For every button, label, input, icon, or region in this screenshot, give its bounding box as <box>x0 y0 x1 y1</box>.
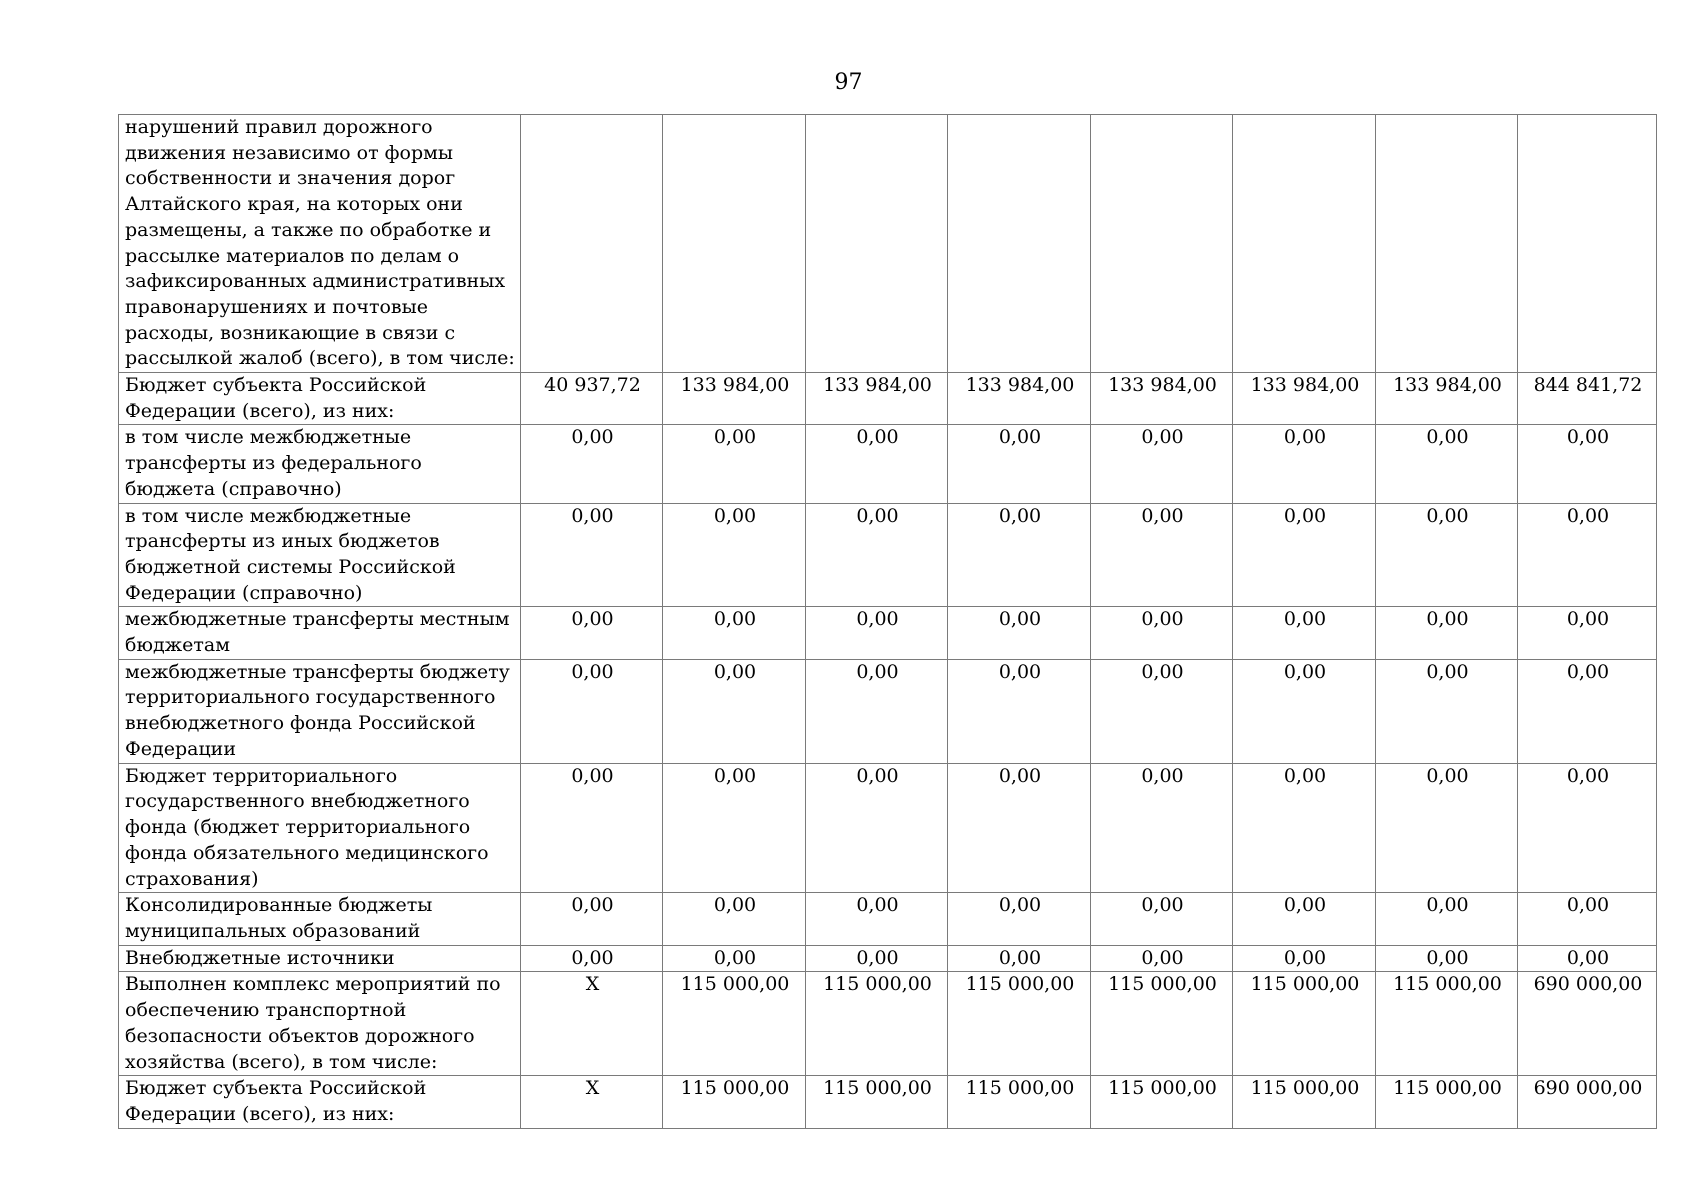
cell-value: 0,00 <box>1233 607 1376 659</box>
cell-value: 0,00 <box>806 425 948 503</box>
cell-value: 0,00 <box>948 607 1091 659</box>
cell-value: 0,00 <box>1233 425 1376 503</box>
cell-value: 0,00 <box>948 893 1091 945</box>
cell-value: 0,00 <box>521 945 663 972</box>
table-row <box>119 659 1657 763</box>
row-label: нарушений правил дорожного движения независимо от формы собственности и значения дорог Алтайского края, на которых они размещены, а также по обработке и рассылке материалов по делам о зафиксированных административных правонарушениях и почтовые расходы, возникающие в связи с рассылкой жалоб (всего), в том числе: <box>119 115 521 373</box>
cell-value: 0,00 <box>1091 607 1233 659</box>
cell-value: 0,00 <box>1091 893 1233 945</box>
cell-value: 0,00 <box>1091 763 1233 893</box>
cell-value: X <box>521 1076 663 1128</box>
cell-value <box>521 115 663 373</box>
table-row <box>119 893 1657 945</box>
table-row <box>119 945 1657 972</box>
cell-value: 0,00 <box>1376 763 1518 893</box>
cell-value: 0,00 <box>1518 607 1657 659</box>
cell-value: 0,00 <box>663 659 806 763</box>
cell-value: 0,00 <box>948 945 1091 972</box>
cell-value: 0,00 <box>1376 893 1518 945</box>
table-row <box>119 503 1657 607</box>
row-label: Бюджет субъекта Российской Федерации (всего), из них: <box>119 1076 521 1128</box>
cell-value: 0,00 <box>806 607 948 659</box>
cell-value: 0,00 <box>521 659 663 763</box>
cell-value: 0,00 <box>521 425 663 503</box>
cell-value: 0,00 <box>806 659 948 763</box>
cell-value: 0,00 <box>1376 425 1518 503</box>
cell-value: 0,00 <box>1233 659 1376 763</box>
cell-value <box>806 115 948 373</box>
cell-value: 0,00 <box>663 425 806 503</box>
cell-value: 40 937,72 <box>521 373 663 425</box>
cell-value: 0,00 <box>1518 659 1657 763</box>
cell-value: 0,00 <box>521 763 663 893</box>
cell-value: 133 984,00 <box>663 373 806 425</box>
cell-value: 115 000,00 <box>1376 972 1518 1076</box>
cell-value: 690 000,00 <box>1518 1076 1657 1128</box>
cell-value: 0,00 <box>663 763 806 893</box>
cell-value: 0,00 <box>663 503 806 607</box>
cell-value: 0,00 <box>948 763 1091 893</box>
cell-value: 115 000,00 <box>663 972 806 1076</box>
table-row <box>119 1076 1657 1128</box>
cell-value: 0,00 <box>1233 893 1376 945</box>
cell-value: 0,00 <box>663 893 806 945</box>
table-row <box>119 115 1657 373</box>
cell-value: 0,00 <box>1091 425 1233 503</box>
cell-value: 115 000,00 <box>663 1076 806 1128</box>
row-label: Выполнен комплекс мероприятий по обеспечению транспортной безопасности объектов дорожного хозяйства (всего), в том числе: <box>119 972 521 1076</box>
cell-value: 0,00 <box>663 945 806 972</box>
cell-value: 0,00 <box>1233 763 1376 893</box>
cell-value: 0,00 <box>806 503 948 607</box>
cell-value: 115 000,00 <box>1376 1076 1518 1128</box>
cell-value: 0,00 <box>948 425 1091 503</box>
cell-value: 0,00 <box>1518 893 1657 945</box>
cell-value: 690 000,00 <box>1518 972 1657 1076</box>
cell-value: 0,00 <box>1233 945 1376 972</box>
cell-value: 0,00 <box>948 659 1091 763</box>
cell-value: 115 000,00 <box>1233 972 1376 1076</box>
cell-value: 0,00 <box>1518 945 1657 972</box>
cell-value: 133 984,00 <box>1376 373 1518 425</box>
page-number: 97 <box>834 70 863 95</box>
cell-value: 0,00 <box>1376 503 1518 607</box>
row-label: Бюджет территориального государственного внебюджетного фонда (бюджет территориального фонда обязательного медицинского страхования) <box>119 763 521 893</box>
cell-value <box>663 115 806 373</box>
cell-value: 0,00 <box>1518 763 1657 893</box>
cell-value: 0,00 <box>1091 503 1233 607</box>
cell-value: 0,00 <box>1376 945 1518 972</box>
cell-value: 115 000,00 <box>1233 1076 1376 1128</box>
cell-value <box>1091 115 1233 373</box>
cell-value: 133 984,00 <box>1091 373 1233 425</box>
table-row <box>119 373 1657 425</box>
cell-value <box>948 115 1091 373</box>
table-row <box>119 763 1657 893</box>
table-row <box>119 425 1657 503</box>
row-label: Консолидированные бюджеты муниципальных образований <box>119 893 521 945</box>
cell-value: 0,00 <box>663 607 806 659</box>
cell-value: 0,00 <box>1376 659 1518 763</box>
cell-value: 0,00 <box>1376 607 1518 659</box>
cell-value: 115 000,00 <box>1091 972 1233 1076</box>
cell-value: 0,00 <box>1518 503 1657 607</box>
cell-value: 0,00 <box>806 893 948 945</box>
cell-value: 0,00 <box>1233 503 1376 607</box>
row-label: в том числе межбюджетные трансферты из федерального бюджета (справочно) <box>119 425 521 503</box>
cell-value: 115 000,00 <box>948 1076 1091 1128</box>
cell-value: 133 984,00 <box>948 373 1091 425</box>
row-label: Внебюджетные источники <box>119 945 521 972</box>
table-row <box>119 972 1657 1076</box>
cell-value <box>1518 115 1657 373</box>
cell-value: 133 984,00 <box>806 373 948 425</box>
cell-value: X <box>521 972 663 1076</box>
cell-value: 0,00 <box>1091 659 1233 763</box>
cell-value <box>1376 115 1518 373</box>
cell-value: 115 000,00 <box>948 972 1091 1076</box>
cell-value: 115 000,00 <box>806 1076 948 1128</box>
cell-value: 0,00 <box>1091 945 1233 972</box>
row-label: Бюджет субъекта Российской Федерации (всего), из них: <box>119 373 521 425</box>
cell-value: 844 841,72 <box>1518 373 1657 425</box>
cell-value: 133 984,00 <box>1233 373 1376 425</box>
cell-value: 0,00 <box>1518 425 1657 503</box>
cell-value: 115 000,00 <box>1091 1076 1233 1128</box>
row-label: межбюджетные трансферты местным бюджетам <box>119 607 521 659</box>
cell-value: 0,00 <box>521 607 663 659</box>
row-label: межбюджетные трансферты бюджету территориального государственного внебюджетного фонда Российской Федерации <box>119 659 521 763</box>
table-row <box>119 607 1657 659</box>
cell-value: 0,00 <box>521 503 663 607</box>
cell-value: 0,00 <box>521 893 663 945</box>
cell-value: 115 000,00 <box>806 972 948 1076</box>
cell-value: 0,00 <box>806 945 948 972</box>
cell-value: 0,00 <box>806 763 948 893</box>
row-label: в том числе межбюджетные трансферты из иных бюджетов бюджетной системы Российской Федерации (справочно) <box>119 503 521 607</box>
cell-value <box>1233 115 1376 373</box>
cell-value: 0,00 <box>948 503 1091 607</box>
budget-table <box>118 114 1657 1129</box>
